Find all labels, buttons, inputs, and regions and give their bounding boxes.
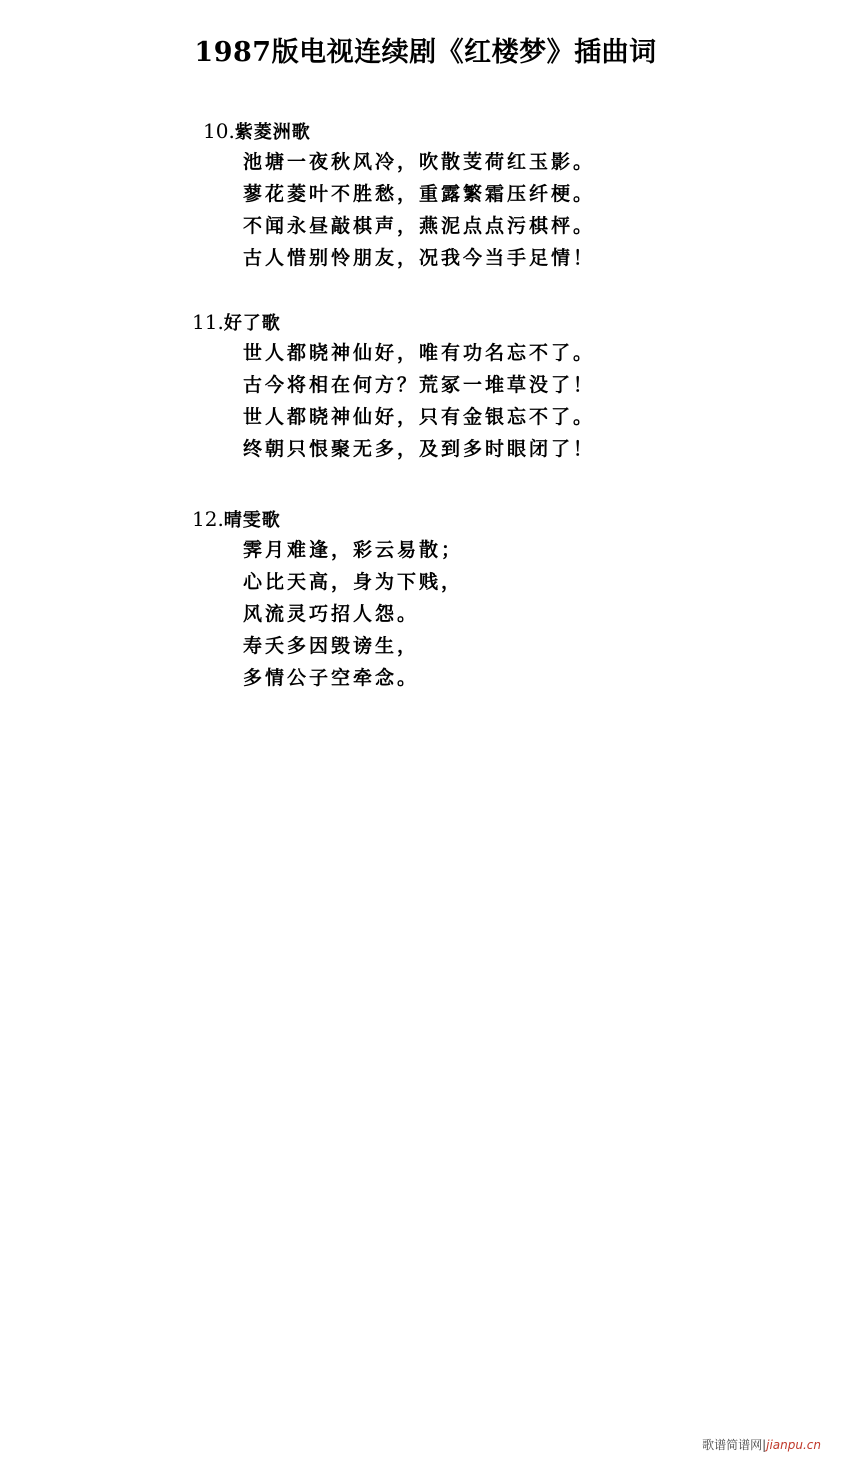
lyric-line: 世人都晓神仙好，只有金银忘不了。	[243, 406, 596, 428]
lyric-lines	[243, 146, 595, 274]
lyric-line: 寿夭多因毁谤生，	[243, 635, 420, 657]
lyric-lines	[243, 337, 595, 465]
watermark-text: 歌谱简谱网	[702, 1438, 763, 1452]
song-name: 紫菱洲歌	[234, 122, 311, 143]
lyric-line: 霁月难逢，彩云易散；	[243, 539, 464, 561]
watermark-site: jianpu.cn	[766, 1438, 821, 1452]
page-title: 1987版电视连续剧《红楼梦》插曲词	[194, 37, 657, 68]
song-heading	[192, 309, 281, 335]
song-number: 12.	[192, 507, 224, 531]
lyric-lines	[243, 534, 463, 694]
lyric-line: 风流灵巧招人怨。	[243, 603, 420, 625]
lyric-line: 心比天高，身为下贱，	[243, 571, 464, 593]
song-number: 11.	[192, 310, 224, 334]
song-number: 10.	[203, 119, 235, 143]
song-name: 好了歌	[223, 313, 281, 334]
site-watermark: 歌谱简谱网|jianpu.cn	[702, 1438, 821, 1452]
song-heading	[192, 506, 281, 532]
song-heading	[203, 118, 311, 144]
lyric-line: 古今将相在何方？荒冢一堆草没了！	[243, 374, 596, 396]
lyric-line: 终朝只恨聚无多，及到多时眼闭了！	[243, 438, 596, 460]
lyric-line: 古人惜别怜朋友，况我今当手足情！	[243, 247, 596, 269]
lyric-line: 世人都晓神仙好，唯有功名忘不了。	[243, 342, 596, 364]
lyric-line: 不闻永昼敲棋声，燕泥点点污棋枰。	[243, 215, 596, 237]
lyric-line: 池塘一夜秋风冷，吹散芰荷红玉影。	[243, 151, 596, 173]
song-name: 晴雯歌	[223, 510, 281, 531]
lyric-line: 多情公子空牵念。	[243, 667, 420, 689]
lyric-line: 蓼花菱叶不胜愁，重露繁霜压纤梗。	[243, 183, 596, 205]
